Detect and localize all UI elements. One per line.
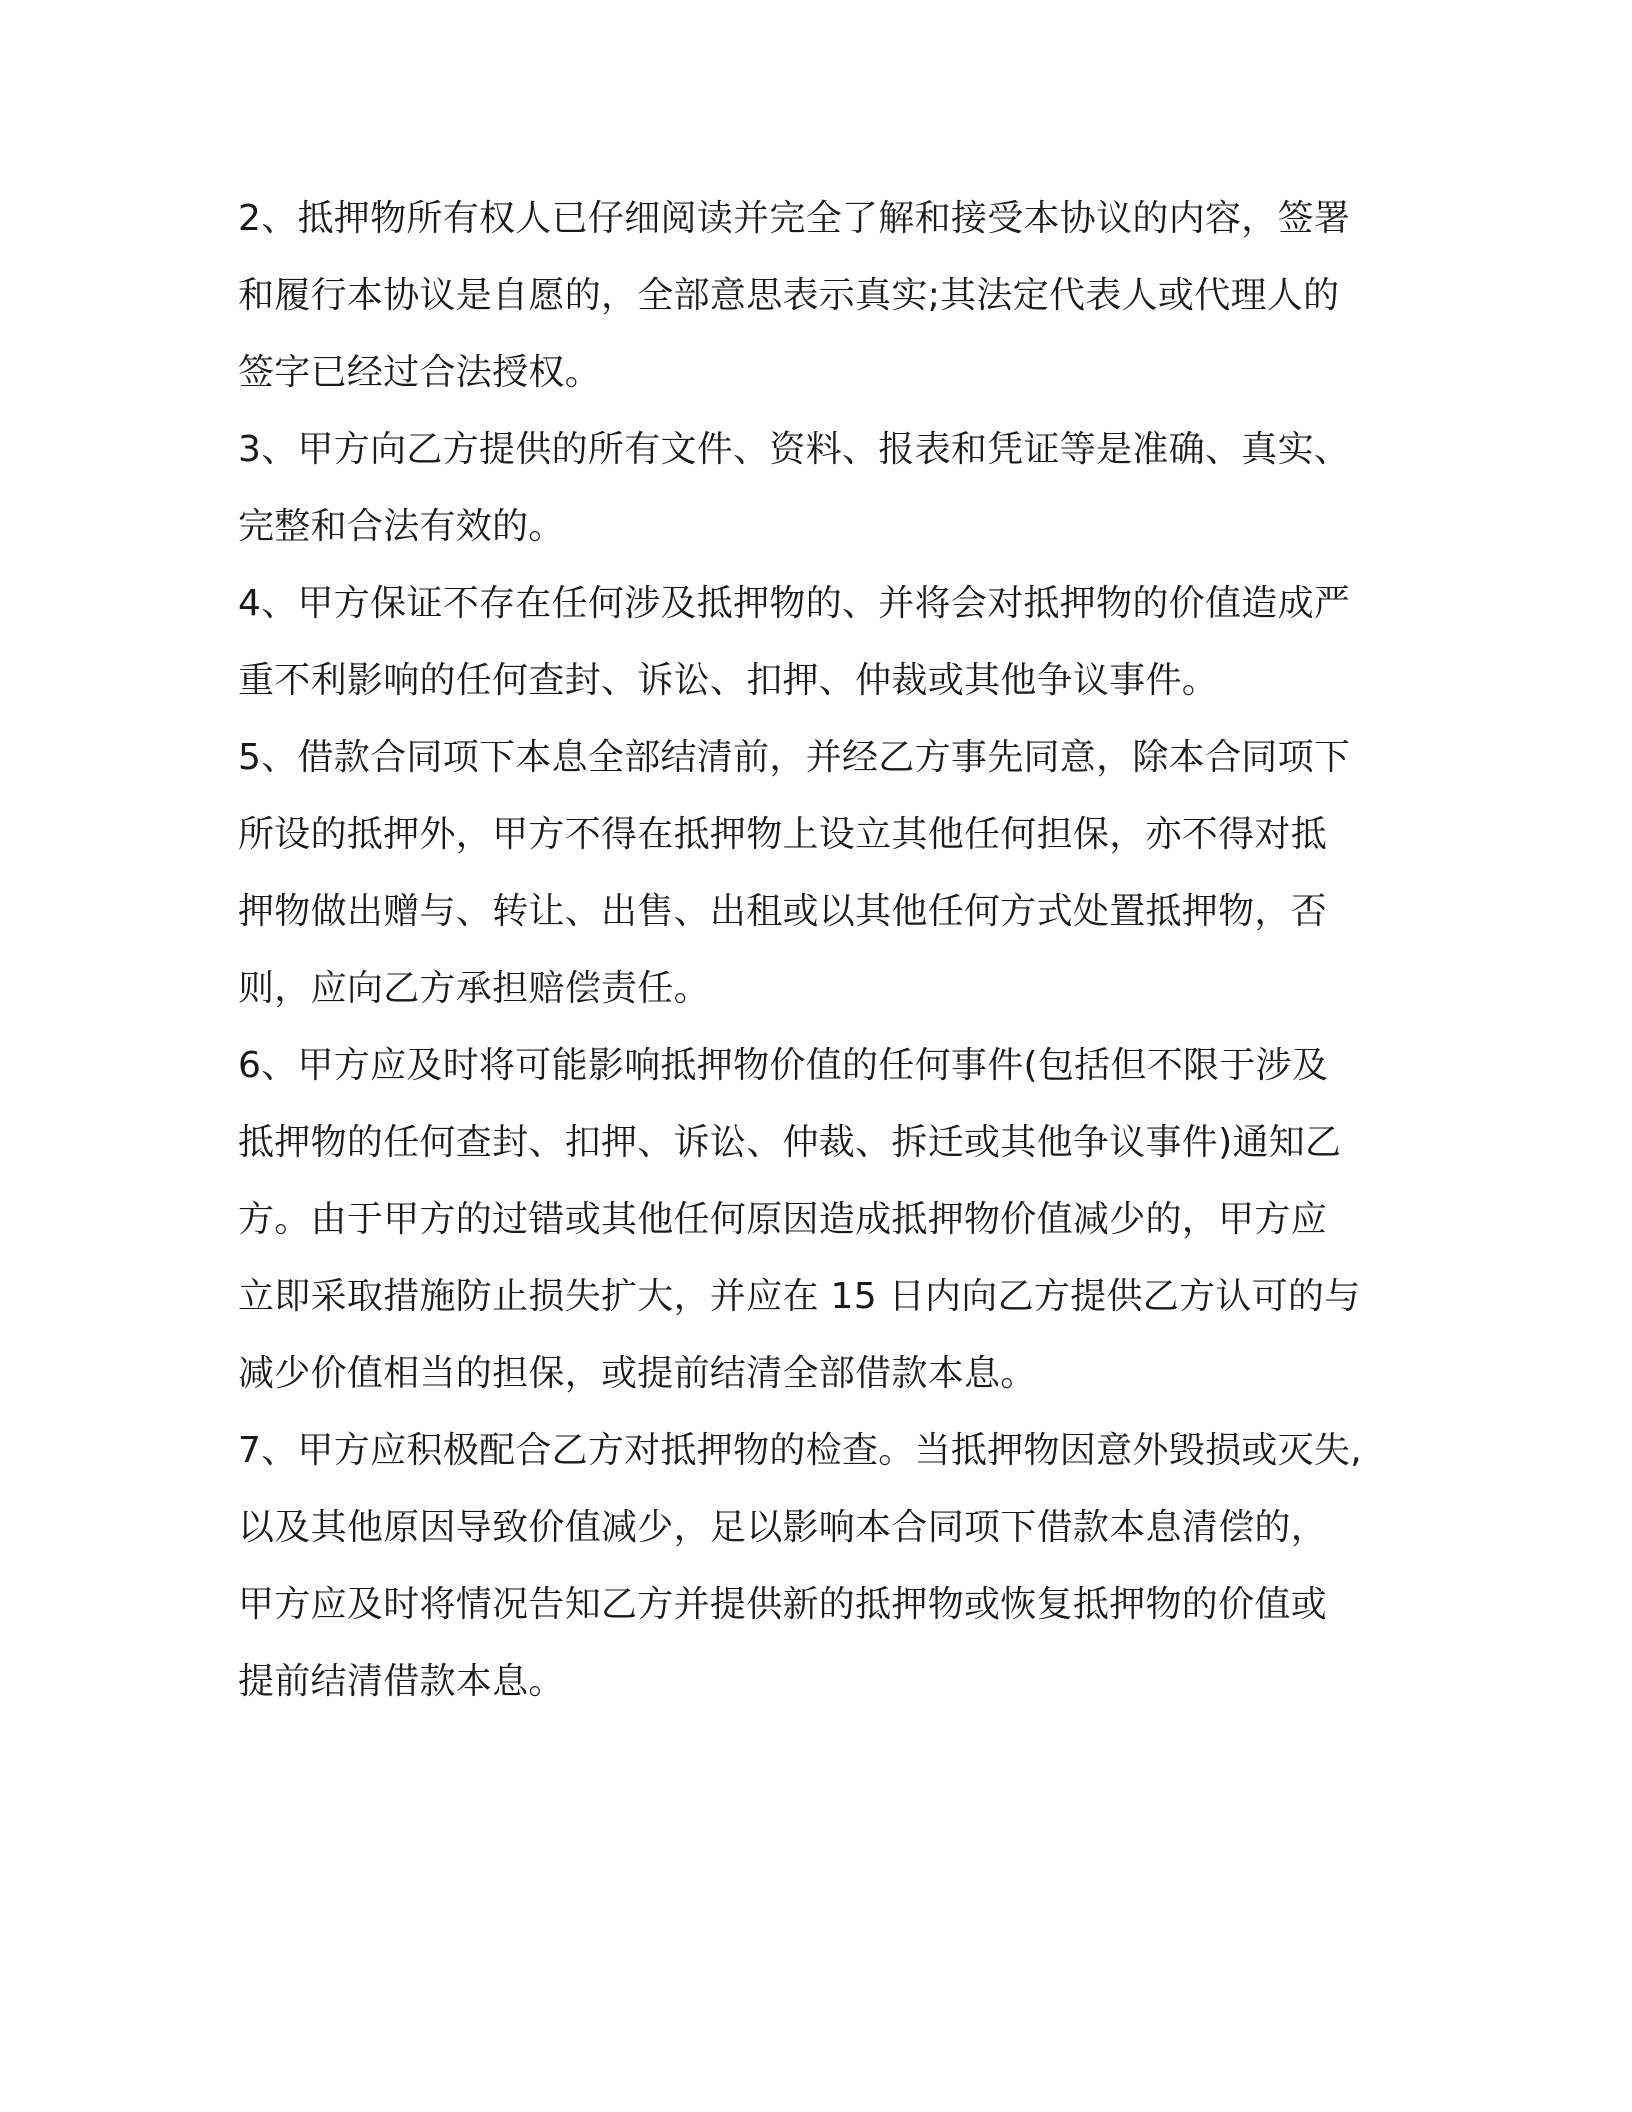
text-line: 所设的抵押外，甲方不得在抵押物上设立其他任何担保，亦不得对抵 xyxy=(238,814,1328,855)
text-line: 方。由于甲方的过错或其他任何原因造成抵押物价值减少的，甲方应 xyxy=(238,1199,1328,1240)
clause-6-paragraph xyxy=(238,1033,1398,1418)
text-line: 押物做出赠与、转让、出售、出租或以其他任何方式处置抵押物，否 xyxy=(238,891,1328,932)
text-line: 5、借款合同项下本息全部结清前，并经乙方事先同意，除本合同项下 xyxy=(238,737,1351,778)
clause-2-paragraph xyxy=(238,186,1398,417)
text-line: 抵押物的任何查封、扣押、诉讼、仲裁、拆迁或其他争议事件)通知乙 xyxy=(238,1122,1342,1163)
text-line: 2、抵押物所有权人已仔细阅读并完全了解和接受本协议的内容，签署 xyxy=(238,198,1351,239)
text-line: 签字已经过合法授权。 xyxy=(238,352,602,393)
clause-7-paragraph xyxy=(238,1418,1398,1726)
text-line: 和履行本协议是自愿的，全部意思表示真实;其法定代表人或代理人的 xyxy=(238,275,1340,316)
text-line: 甲方应及时将情况告知乙方并提供新的抵押物或恢复抵押物的价值或 xyxy=(238,1584,1328,1625)
text-line: 提前结清借款本息。 xyxy=(238,1661,565,1702)
text-line: 7、甲方应积极配合乙方对抵押物的检查。当抵押物因意外毁损或灭失, xyxy=(238,1430,1362,1471)
clause-5-paragraph xyxy=(238,725,1398,1033)
text-line: 立即采取措施防止损失扩大，并应在 15 日内向乙方提供乙方认可的与 xyxy=(238,1276,1361,1317)
text-line: 6、甲方应及时将可能影响抵押物价值的任何事件(包括但不限于涉及 xyxy=(238,1045,1329,1086)
text-line: 重不利影响的任何查封、诉讼、扣押、仲裁或其他争议事件。 xyxy=(238,660,1219,701)
clause-3-paragraph xyxy=(238,417,1398,571)
clause-4-paragraph xyxy=(238,571,1398,725)
text-line: 3、甲方向乙方提供的所有文件、资料、报表和凭证等是准确、真实、 xyxy=(238,429,1351,470)
text-line: 4、甲方保证不存在任何涉及抵押物的、并将会对抵押物的价值造成严 xyxy=(238,583,1351,624)
text-line: 以及其他原因导致价值减少，足以影响本合同项下借款本息清偿的， xyxy=(238,1507,1328,1548)
text-line: 减少价值相当的担保，或提前结清全部借款本息。 xyxy=(238,1353,1037,1394)
document-body xyxy=(238,186,1398,1726)
text-line: 完整和合法有效的。 xyxy=(238,506,565,547)
text-line: 则，应向乙方承担赔偿责任。 xyxy=(238,968,710,1009)
